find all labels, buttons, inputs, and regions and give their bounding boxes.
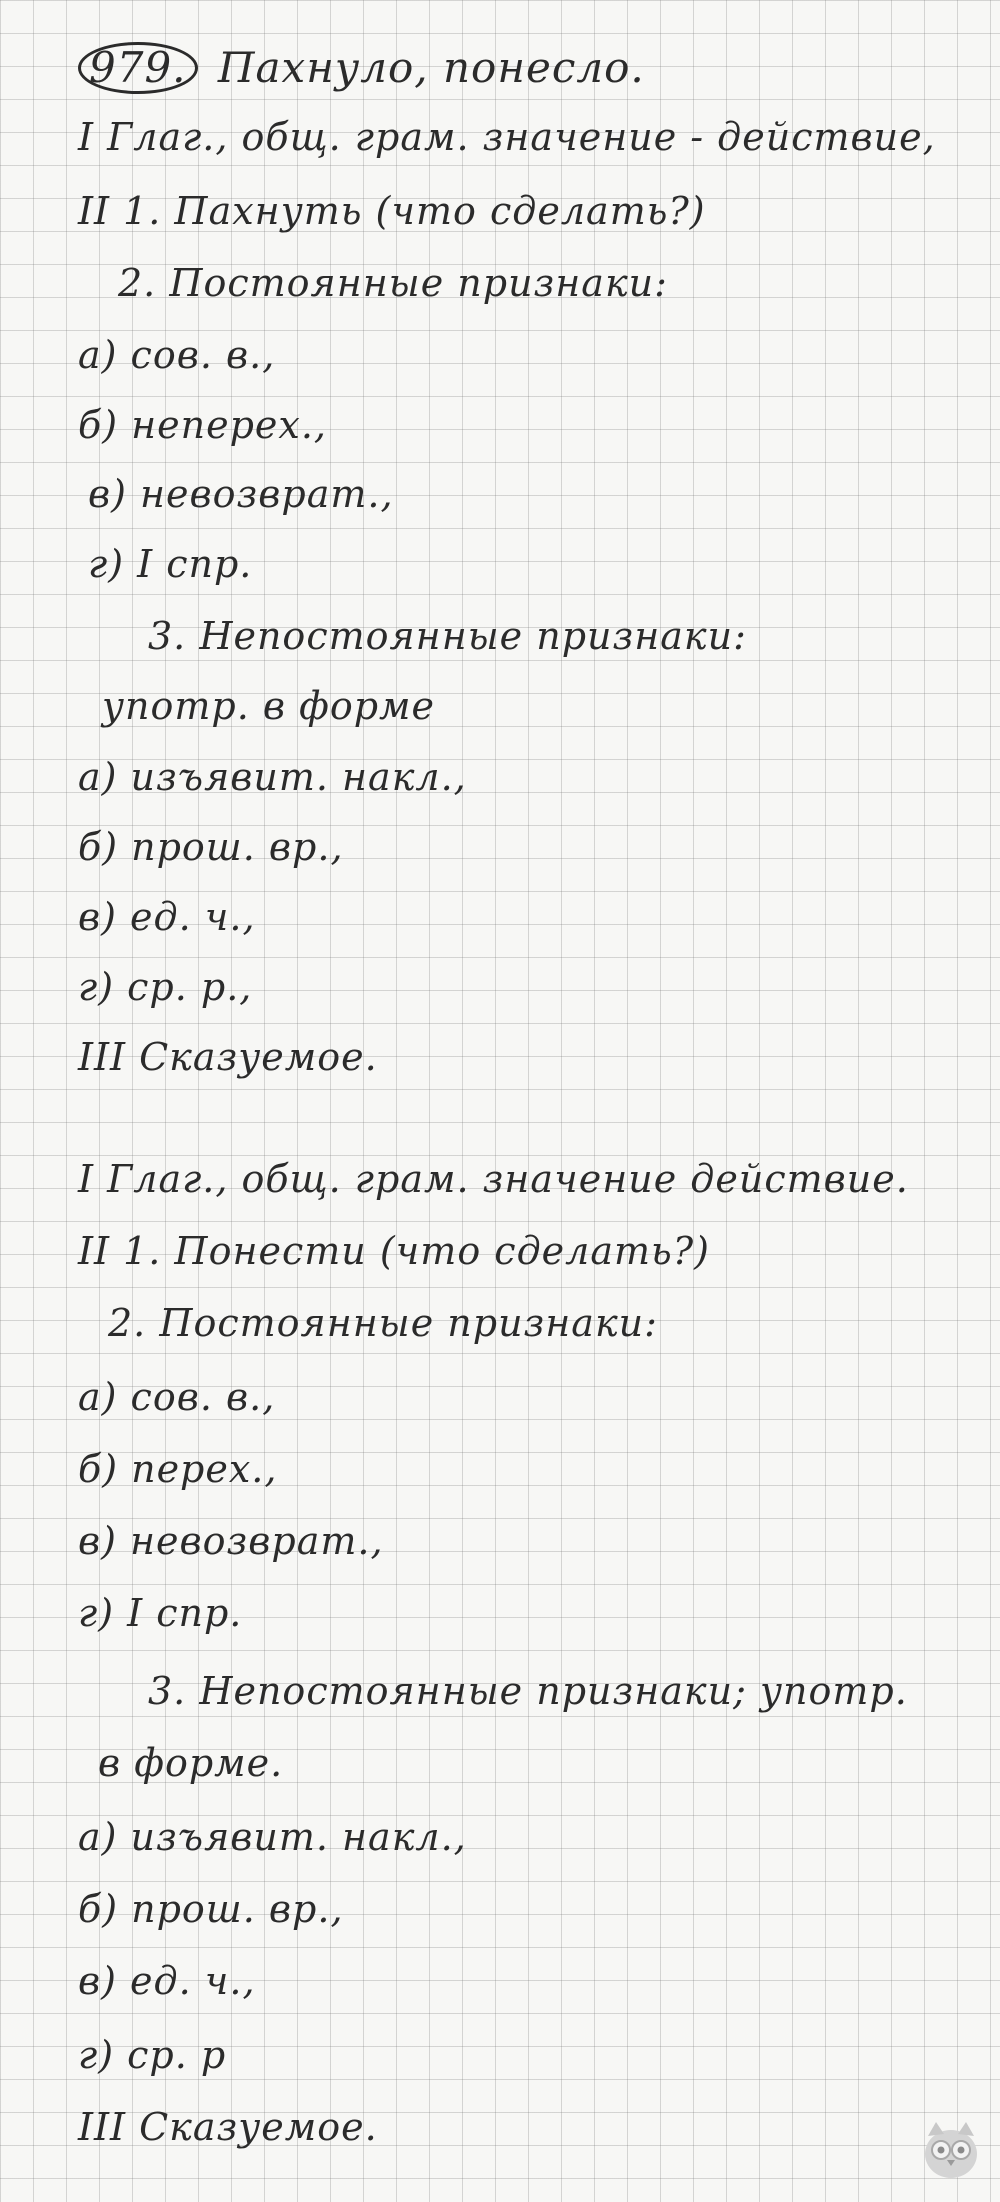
b1-line-5: б) неперех.,	[78, 403, 327, 447]
b1-line-11: б) прош. вр.,	[78, 825, 344, 869]
b1-line-9: употр. в форме	[102, 684, 436, 728]
b2-line-8: 3. Непостоянные признаки; употр.	[148, 1669, 908, 1713]
b2-line-6: в) невозврат.,	[78, 1519, 384, 1563]
owl-watermark-icon	[916, 2114, 986, 2184]
exercise-title	[78, 42, 645, 94]
b2-line-3: 2. Постоянные признаки:	[108, 1301, 658, 1345]
b2-line-14: III Сказуемое.	[78, 2105, 378, 2149]
b2-line-11: б) прош. вр.,	[78, 1887, 344, 1931]
b1-line-6: в) невозврат.,	[88, 472, 394, 516]
b2-line-5: б) перех.,	[78, 1447, 278, 1491]
b2-line-4: а) сов. в.,	[78, 1375, 276, 1419]
b2-line-10: а) изъявит. накл.,	[78, 1815, 467, 1859]
b2-line-2: II 1. Понести (что сделать?)	[78, 1229, 710, 1273]
b1-line-2: II 1. Пахнуть (что сделать?)	[78, 189, 706, 233]
b1-line-7: г) I спр.	[88, 542, 253, 586]
b1-line-8: 3. Непостоянные признаки:	[148, 614, 747, 658]
b1-line-4: а) сов. в.,	[78, 333, 276, 377]
b2-line-1: I Глаг., общ. грам. значение действие.	[78, 1157, 909, 1201]
exercise-words: Пахнуло, понесло.	[217, 43, 645, 92]
b1-line-10: а) изъявит. накл.,	[78, 755, 467, 799]
b2-line-13: г) ср. р	[78, 2033, 227, 2077]
b1-line-12: в) ед. ч.,	[78, 895, 256, 939]
b1-line-13: г) ср. р.,	[78, 965, 253, 1009]
b2-line-12: в) ед. ч.,	[78, 1959, 256, 2003]
exercise-number: 979.	[78, 42, 198, 94]
b1-line-14: III Сказуемое.	[78, 1035, 378, 1079]
b1-line-3: 2. Постоянные признаки:	[118, 261, 668, 305]
b1-line-1: I Глаг., общ. грам. значение - действие,	[78, 115, 936, 159]
b2-line-7: г) I спр.	[78, 1591, 243, 1635]
b2-line-9: в форме.	[98, 1741, 284, 1785]
